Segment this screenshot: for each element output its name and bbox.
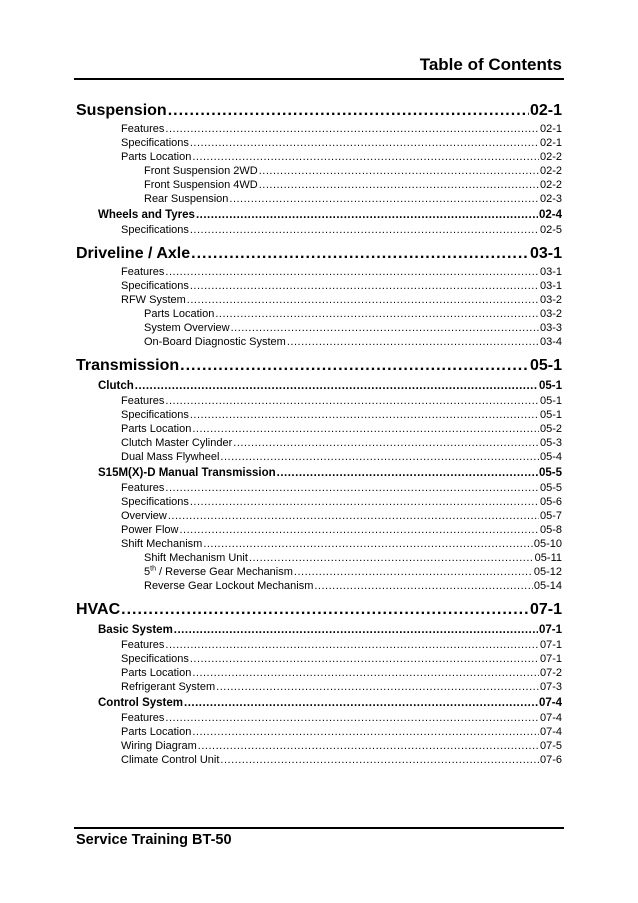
toc-entry-page: 03-1 <box>529 245 562 262</box>
dot-leader <box>216 680 539 694</box>
toc-entry-page: 05-5 <box>538 467 562 479</box>
dot-leader <box>190 223 539 237</box>
toc-entry-label: Features <box>121 482 165 494</box>
toc-section[interactable] <box>76 466 562 481</box>
toc-entry-page: 05-12 <box>533 566 562 578</box>
toc-entry-label: Specifications <box>121 409 189 421</box>
toc-section[interactable] <box>76 379 562 394</box>
toc-entry-page: 02-2 <box>539 179 562 191</box>
toc-entry-label: Specifications <box>121 280 189 292</box>
toc-entry[interactable] <box>76 711 562 725</box>
dot-leader <box>190 652 539 666</box>
toc-entry-page: 07-5 <box>539 740 562 752</box>
toc-chapter[interactable] <box>76 243 562 265</box>
toc-entry-page: 05-5 <box>539 482 562 494</box>
toc-entry[interactable] <box>76 178 562 192</box>
toc-entry[interactable] <box>76 150 562 164</box>
toc-entry[interactable] <box>76 422 562 436</box>
dot-leader <box>314 579 533 593</box>
toc-entry-page: 07-3 <box>539 681 562 693</box>
toc-entry-label: RFW System <box>121 294 186 306</box>
toc-entry-label: Power Flow <box>121 524 179 536</box>
toc-entry[interactable] <box>76 551 562 565</box>
toc-entry[interactable] <box>76 495 562 509</box>
toc-entry-page: 07-6 <box>539 754 562 766</box>
dot-leader <box>220 450 539 464</box>
toc-entry-page: 05-11 <box>534 552 562 564</box>
toc-section[interactable] <box>76 696 562 711</box>
dot-leader <box>135 379 538 394</box>
toc-entry-label: Clutch Master Cylinder <box>121 437 233 449</box>
dot-leader <box>168 100 529 122</box>
toc-entry-label: Features <box>121 395 165 407</box>
toc-entry-label: S15M(X)-D Manual Transmission <box>98 467 276 479</box>
dot-leader <box>165 265 539 279</box>
dot-leader <box>198 739 539 753</box>
toc-entry[interactable] <box>76 450 562 464</box>
dot-leader <box>215 307 539 321</box>
toc-entry-page: 07-1 <box>539 653 562 665</box>
toc-entry-label: Overview <box>121 510 167 522</box>
toc-entry[interactable] <box>76 523 562 537</box>
toc-entry[interactable] <box>76 537 562 551</box>
toc-entry-label: HVAC <box>76 601 121 618</box>
dot-leader <box>184 696 538 711</box>
toc-entry[interactable] <box>76 680 562 694</box>
toc-entry-label: Features <box>121 123 165 135</box>
toc-entry-label: Shift Mechanism <box>121 538 203 550</box>
dot-leader <box>190 136 539 150</box>
toc-entry[interactable] <box>76 321 562 335</box>
toc-entry-label: On-Board Diagnostic System <box>144 336 286 348</box>
toc-entry[interactable] <box>76 579 562 593</box>
dot-leader <box>187 293 539 307</box>
dot-leader <box>121 599 529 621</box>
toc-entry-label: Specifications <box>121 653 189 665</box>
dot-leader <box>191 243 529 265</box>
dot-leader <box>196 208 538 223</box>
dot-leader <box>229 192 539 206</box>
toc-entry[interactable] <box>76 192 562 206</box>
toc-entry-page: 02-3 <box>539 193 562 205</box>
toc-entry-label: Specifications <box>121 224 189 236</box>
toc-entry-page: 05-1 <box>539 409 562 421</box>
toc-entry-label: Rear Suspension <box>144 193 229 205</box>
toc-chapter[interactable] <box>76 100 562 122</box>
toc-entry-label: Driveline / Axle <box>76 245 191 262</box>
toc-entry-page: 02-4 <box>538 209 562 221</box>
toc-entry-label: Wiring Diagram <box>121 740 197 752</box>
header-rule <box>74 78 564 80</box>
toc-chapter[interactable] <box>76 355 562 377</box>
toc-entry-label: Features <box>121 266 165 278</box>
toc-entry-page: 02-1 <box>539 137 562 149</box>
toc-entry[interactable] <box>76 436 562 450</box>
toc-entry[interactable] <box>76 136 562 150</box>
toc-entry-page: 05-7 <box>539 510 562 522</box>
toc-entry[interactable] <box>76 122 562 136</box>
toc-entry-label: Refrigerant System <box>121 681 216 693</box>
toc-entry[interactable] <box>76 638 562 652</box>
toc-entry-label: Features <box>121 639 165 651</box>
toc-entry-page: 05-3 <box>539 437 562 449</box>
dot-leader <box>233 436 539 450</box>
dot-leader <box>165 481 539 495</box>
toc-entry-page: 05-1 <box>539 395 562 407</box>
toc-entry[interactable] <box>76 753 562 767</box>
toc-entry-page: 07-4 <box>539 726 562 738</box>
toc-entry-label: Control System <box>98 697 183 709</box>
dot-leader <box>231 321 539 335</box>
toc-entry[interactable] <box>76 565 562 579</box>
dot-leader <box>165 122 539 136</box>
toc-entry-page: 07-1 <box>539 639 562 651</box>
toc-entry-label: Specifications <box>121 137 189 149</box>
toc-entry-page: 05-4 <box>539 451 562 463</box>
toc-entry-page: 07-2 <box>539 667 562 679</box>
toc-entry[interactable] <box>76 509 562 523</box>
toc-entry-page: 05-10 <box>533 538 562 550</box>
toc-entry-page: 02-1 <box>539 123 562 135</box>
toc-entry-page: 07-4 <box>539 712 562 724</box>
toc-entry[interactable] <box>76 335 562 349</box>
toc-entry-page: 03-2 <box>539 308 562 320</box>
toc-entry[interactable] <box>76 279 562 293</box>
toc-entry-label: System Overview <box>144 322 230 334</box>
toc-entry-page: 05-8 <box>539 524 562 536</box>
dot-leader <box>249 551 534 565</box>
dot-leader <box>179 523 539 537</box>
table-of-contents <box>76 100 562 767</box>
toc-entry-label: Parts Location <box>121 667 192 679</box>
toc-entry-page: 02-2 <box>539 151 562 163</box>
dot-leader <box>190 495 539 509</box>
page-title: Table of Contents <box>419 55 562 74</box>
toc-entry-label: Transmission <box>76 357 180 374</box>
toc-entry-page: 02-1 <box>529 102 562 119</box>
toc-entry-page: 03-2 <box>539 294 562 306</box>
dot-leader <box>190 279 539 293</box>
toc-entry-label: Features <box>121 712 165 724</box>
dot-leader <box>190 408 539 422</box>
toc-entry-label: Clutch <box>98 380 134 392</box>
dot-leader <box>165 638 539 652</box>
footer-text: Service Training BT-50 <box>76 832 232 848</box>
toc-entry-page: 07-1 <box>538 624 562 636</box>
dot-leader <box>192 666 539 680</box>
toc-entry-label: Shift Mechanism Unit <box>144 552 248 564</box>
toc-entry-label: Reverse Gear Lockout Mechanism <box>144 580 314 592</box>
toc-entry-label: Parts Location <box>121 151 192 163</box>
dot-leader <box>192 422 539 436</box>
toc-entry-label: Parts Location <box>121 726 192 738</box>
dot-leader <box>203 537 533 551</box>
toc-entry-page: 03-1 <box>539 266 562 278</box>
dot-leader <box>287 335 539 349</box>
dot-leader <box>174 623 538 638</box>
toc-section[interactable] <box>76 623 562 638</box>
toc-entry[interactable] <box>76 408 562 422</box>
dot-leader <box>259 178 539 192</box>
dot-leader <box>259 164 539 178</box>
dot-leader <box>294 565 533 579</box>
toc-entry-page: 05-14 <box>533 580 562 592</box>
toc-entry-label: Climate Control Unit <box>121 754 220 766</box>
toc-entry-page: 07-1 <box>529 601 562 618</box>
toc-entry-label: Suspension <box>76 102 167 119</box>
toc-entry-label: Front Suspension 2WD <box>144 165 258 177</box>
dot-leader <box>180 355 529 377</box>
toc-entry[interactable] <box>76 223 562 237</box>
dot-leader <box>165 394 539 408</box>
dot-leader <box>277 466 538 481</box>
toc-entry-page: 05-6 <box>539 496 562 508</box>
toc-entry-page: 03-3 <box>539 322 562 334</box>
toc-entry[interactable] <box>76 293 562 307</box>
toc-entry-page: 02-5 <box>539 224 562 236</box>
dot-leader <box>192 150 539 164</box>
toc-entry-label: Wheels and Tyres <box>98 209 195 221</box>
dot-leader <box>168 509 539 523</box>
toc-entry-page: 03-4 <box>539 336 562 348</box>
toc-entry[interactable] <box>76 394 562 408</box>
toc-entry[interactable] <box>76 307 562 321</box>
toc-entry-page: 02-2 <box>539 165 562 177</box>
toc-entry[interactable] <box>76 666 562 680</box>
toc-section[interactable] <box>76 208 562 223</box>
toc-entry-label: Dual Mass Flywheel <box>121 451 220 463</box>
toc-entry-label: Parts Location <box>144 308 215 320</box>
toc-entry-label: Front Suspension 4WD <box>144 179 258 191</box>
toc-entry[interactable] <box>76 725 562 739</box>
toc-entry[interactable] <box>76 652 562 666</box>
toc-entry-page: 07-4 <box>538 697 562 709</box>
toc-entry-label: Basic System <box>98 624 173 636</box>
toc-entry-label: Specifications <box>121 496 189 508</box>
toc-entry-page: 05-1 <box>529 357 562 374</box>
toc-entry-page: 03-1 <box>539 280 562 292</box>
toc-entry[interactable] <box>76 481 562 495</box>
dot-leader <box>220 753 539 767</box>
toc-entry-label: Parts Location <box>121 423 192 435</box>
toc-entry-page: 05-2 <box>539 423 562 435</box>
dot-leader <box>165 711 539 725</box>
toc-entry-label: 5th / Reverse Gear Mechanism <box>144 565 293 578</box>
toc-entry[interactable] <box>76 164 562 178</box>
toc-entry[interactable] <box>76 739 562 753</box>
toc-entry-page: 05-1 <box>538 380 562 392</box>
dot-leader <box>192 725 539 739</box>
toc-chapter[interactable] <box>76 599 562 621</box>
toc-entry[interactable] <box>76 265 562 279</box>
footer-rule <box>74 827 564 829</box>
